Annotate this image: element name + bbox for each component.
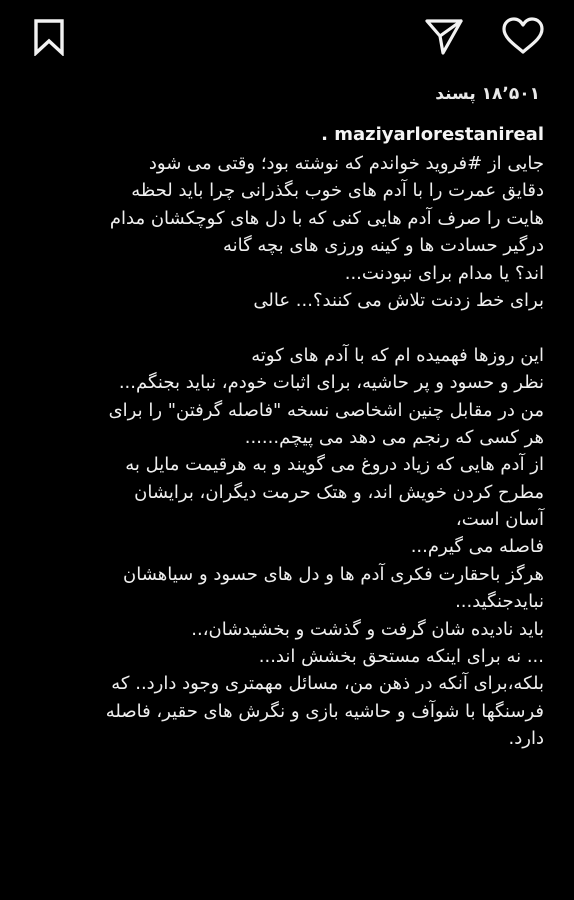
caption-line: مطرح کردن خویش اند، و هتک حرمت دیگران، برایشان <box>134 481 544 503</box>
caption-blank-line <box>20 314 544 341</box>
caption-line: از آدم هایی که زیاد دروغ می گویند و به هرقیمت مایل به <box>125 454 544 476</box>
caption-line: دقایق عمرت را با آدم های خوب بگذرانی چرا باید لحظه <box>131 180 544 202</box>
caption-line: بلکه،برای آنکه در ذهن من، مسائل مهمتری وجود دارد.. که <box>111 673 544 695</box>
caption-line: فاصله می گیرم... <box>410 536 544 558</box>
bookmark-icon[interactable] <box>32 18 66 56</box>
caption-line: هر کسی که رنجم می دهد می پیچم...... <box>244 426 544 448</box>
caption-line: باید نادیده شان گرفت و گذشت و بخشیدشان،.. <box>191 618 544 640</box>
caption-username[interactable] <box>20 120 544 150</box>
caption-line: جایی از #فروید خواندم که نوشته بود؛ وقتی می شود <box>148 153 544 174</box>
caption-line: هایت را صرف آدم هایی کنی که با دل های کوچکشان مدام <box>109 207 544 229</box>
like-count[interactable]: ۱۸٬۵۰۱ پسند <box>435 84 540 104</box>
caption-line: این روزها فهمیده ام که با آدم های کوته <box>251 344 544 366</box>
caption-line: ... نه برای اینکه مستحق بخشش اند... <box>258 646 544 668</box>
caption-line: برای خط زدنت تلاش می کنند؟... عالی <box>253 289 544 311</box>
username-text[interactable]: maziyarlorestanireal <box>334 124 544 145</box>
post-caption <box>20 120 544 753</box>
caption-line: هرگز باحقارت فکری آدم ها و دل های حسود و سیاهشان <box>123 563 544 585</box>
username-dot: . <box>321 124 335 145</box>
caption-line: فرسنگها با شوآف و حاشیه بازی و نگرش های حقیر، فاصله <box>105 700 544 722</box>
caption-line: نظر و حسود و پر حاشیه، برای اثبات خودم، نباید بجنگم... <box>118 372 544 394</box>
caption-line: آسان است، <box>455 509 544 531</box>
caption-line: من در مقابل چنین اشخاصی نسخه "فاصله گرفتن" را برای <box>108 399 544 421</box>
paper-plane-icon[interactable] <box>424 16 464 56</box>
heart-icon[interactable] <box>500 16 546 56</box>
caption-line: درگیر حسادت ها و کینه ورزی های بچه گانه <box>222 235 544 257</box>
caption-line: دارد. <box>508 728 544 750</box>
caption-line: اند؟ یا مدام برای نبودنت... <box>344 262 544 284</box>
caption-line: نبایدجنگید... <box>455 591 544 613</box>
post-action-bar <box>0 14 574 58</box>
